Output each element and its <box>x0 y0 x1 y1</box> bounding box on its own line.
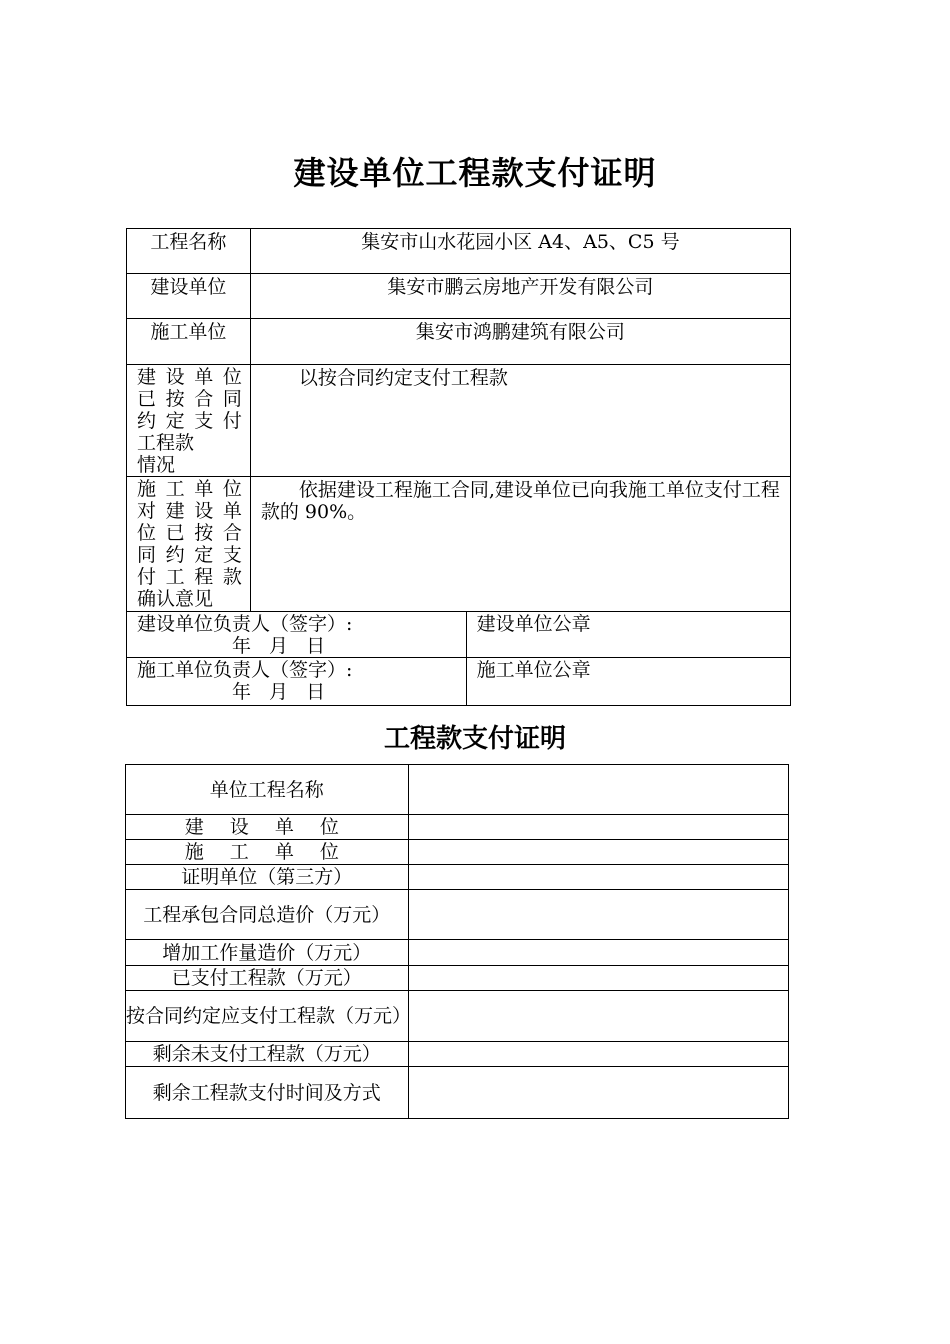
confirm-value: 依据建设工程施工合同,建设单位已向我施工单位支付工程款的 90%。 <box>250 477 790 612</box>
table-row <box>126 1067 789 1119</box>
table-row <box>126 765 789 815</box>
table-row <box>127 612 791 658</box>
row-value <box>408 815 788 840</box>
contractor-label: 施工单位 <box>127 319 251 365</box>
table-row <box>127 658 791 706</box>
table-row <box>127 477 791 612</box>
project-name-value: 集安市山水花园小区 A4、A5、C5 号 <box>250 229 790 274</box>
row-value <box>408 966 788 991</box>
owner-value: 集安市鹏云房地产开发有限公司 <box>250 274 790 319</box>
contractor-sign-date: 年 月 日 <box>232 681 332 703</box>
row-label: 施 工 单 位 <box>126 840 409 865</box>
row-label: 剩余工程款支付时间及方式 <box>126 1067 409 1119</box>
row-label: 增加工作量造价（万元） <box>126 940 409 966</box>
row-label: 剩余未支付工程款（万元） <box>126 1042 409 1067</box>
contractor-sign-label: 施工单位负责人（签字）: <box>137 659 353 681</box>
owner-sign-cell <box>127 612 467 658</box>
payment-status-value: 以按合同约定支付工程款 <box>250 365 790 477</box>
payment-status-label: 建设单位 已按合同 约定支付 工程款 情况 <box>127 365 251 477</box>
table-row <box>126 865 789 890</box>
row-value <box>408 991 788 1042</box>
row-value <box>408 840 788 865</box>
table-row <box>127 365 791 477</box>
table-row <box>126 966 789 991</box>
owner-label: 建设单位 <box>127 274 251 319</box>
table-row <box>126 940 789 966</box>
section-title: 工程款支付证明 <box>383 724 566 754</box>
contractor-value: 集安市鸿鹏建筑有限公司 <box>250 319 790 365</box>
row-value <box>408 890 788 940</box>
row-label: 已支付工程款（万元） <box>126 966 409 991</box>
confirm-label: 施工单位 对建设单 位已按合 同约定支 付工程款 确认意见 <box>127 477 251 612</box>
row-label: 证明单位（第三方） <box>126 865 409 890</box>
payment-proof-table <box>125 764 789 1119</box>
table-row <box>127 274 791 319</box>
contractor-seal: 施工单位公章 <box>466 658 790 706</box>
row-value <box>408 865 788 890</box>
table-row <box>127 229 791 274</box>
row-label: 按合同约定应支付工程款（万元） <box>126 991 409 1042</box>
row-value <box>408 1042 788 1067</box>
owner-sign-label: 建设单位负责人（签字）: <box>137 613 353 635</box>
row-label: 单位工程名称 <box>126 765 409 815</box>
owner-sign-date: 年 月 日 <box>232 635 332 657</box>
row-label: 建 设 单 位 <box>126 815 409 840</box>
table-row <box>126 991 789 1042</box>
owner-seal: 建设单位公章 <box>466 612 790 658</box>
project-name-label: 工程名称 <box>127 229 251 274</box>
document-title: 建设单位工程款支付证明 <box>293 154 657 192</box>
row-value <box>408 940 788 966</box>
table-row <box>126 890 789 940</box>
table-row <box>126 815 789 840</box>
payment-certificate-table <box>126 228 791 706</box>
row-label: 工程承包合同总造价（万元） <box>126 890 409 940</box>
table-row <box>127 319 791 365</box>
table-row <box>126 1042 789 1067</box>
row-value <box>408 1067 788 1119</box>
table-row <box>126 840 789 865</box>
row-value <box>408 765 788 815</box>
contractor-sign-cell <box>127 658 467 706</box>
